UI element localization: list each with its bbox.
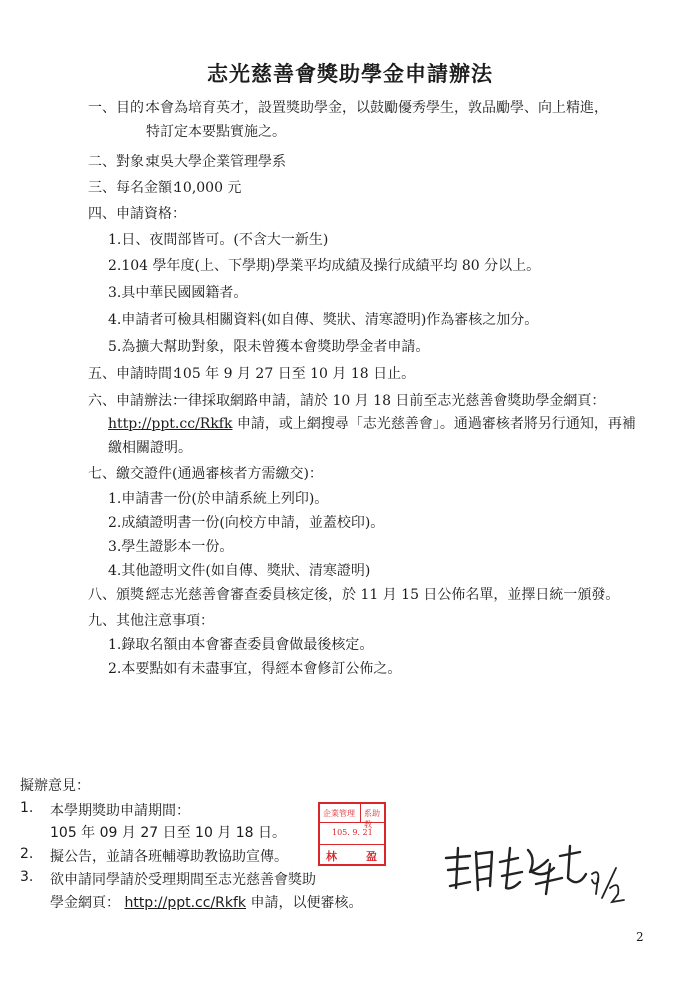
section-label: 四、申請資格：	[88, 206, 186, 222]
opinion-heading: 擬辦意見：	[20, 778, 90, 794]
list-item: 4.申請者可檢具相關資料(如自傳、獎狀、清寒證明)作為審核之加分。	[108, 312, 539, 328]
list-item: 2.104 學年度(上、下學期)學業平均成績及操行成績平均 80 分以上。	[108, 258, 541, 274]
list-item: 4.其他證明文件(如自傳、獎狀、清寒證明)	[108, 563, 371, 579]
opinion-text-line	[50, 892, 363, 912]
document-title: 志光慈善會獎助學金申請辦法	[207, 62, 493, 86]
stamp-name: 林	[326, 850, 337, 863]
list-item: 1.錄取名額由本會審查委員會做最後核定。	[108, 637, 374, 653]
section-label: 七、繳交證件(通過審核者方需繳交)：	[88, 466, 323, 482]
page-number: 2	[636, 930, 644, 944]
section-text: 本會為培育英才，設置獎助學金，以鼓勵優秀學生，敦品勵學、向上精進，	[146, 100, 608, 116]
section-text: 特訂定本要點實施之。	[146, 124, 286, 140]
opinion-text: 105 年 09 月 27 日至 10 月 18 日。	[50, 825, 287, 841]
section-label: 三、每名金額：	[88, 180, 186, 196]
section-text: 申請，或上網搜尋「志光慈善會」。通過審核者將另行通知，再補	[236, 416, 636, 432]
section-label: 二、對象：	[88, 154, 158, 170]
list-item: 3.具中華民國國籍者。	[108, 285, 248, 301]
stamp-name: 盈	[366, 850, 377, 863]
opinion-text: 擬公告，並請各班輔導助教協助宣傳。	[50, 849, 288, 865]
section-label: 八、頒獎：	[88, 587, 158, 603]
stamp-date: 105. 9. 21	[332, 828, 373, 837]
stamp-dept: 企業管理	[323, 809, 355, 818]
list-item: 1.日、夜間部皆可。(不含大一新生)	[108, 232, 329, 248]
stamp-role: 系助教	[364, 809, 380, 829]
section-label: 一、目的：	[88, 100, 158, 116]
section-text-line	[108, 413, 636, 433]
section-label: 五、申請時間：	[88, 366, 186, 382]
opinion-text: 本學期獎助申請期間：	[50, 803, 190, 819]
handwritten-signature	[440, 838, 630, 908]
section-text: 東吳大學企業管理學系	[146, 154, 286, 170]
list-item: 2.本要點如有未盡事宜，得經本會修訂公佈之。	[108, 661, 402, 677]
list-item: 5.為擴大幫助對象，限未曾獲本會獎助學金者申請。	[108, 339, 430, 355]
opinion-text: 申請，以便審核。	[250, 895, 363, 911]
section-text: 10,000 元	[174, 180, 242, 196]
opinion-number: 1.	[20, 800, 34, 816]
opinion-text: 學金網頁：	[50, 895, 120, 911]
opinion-number: 3.	[20, 869, 34, 885]
opinion-apply-link[interactable]: http://ppt.cc/Rkfk	[124, 895, 247, 911]
section-text: 一律採取網路申請，請於 10 月 18 日前至志光慈善會獎助學金網頁：	[174, 393, 606, 409]
section-label: 九、其他注意事項：	[88, 613, 214, 629]
list-item: 2.成績證明書一份(向校方申請，並蓋校印)。	[108, 515, 385, 531]
apply-link[interactable]: http://ppt.cc/Rkfk	[108, 416, 233, 432]
opinion-text: 欲申請同學請於受理期間至志光慈善會獎助	[50, 872, 316, 888]
section-text: 繳相關證明。	[108, 440, 192, 456]
opinion-number: 2.	[20, 846, 34, 862]
section-label: 六、申請辦法：	[88, 393, 186, 409]
approval-stamp	[318, 802, 386, 866]
list-item: 1.申請書一份(於申請系統上列印)。	[108, 491, 329, 507]
section-text: 105 年 9 月 27 日至 10 月 18 日止。	[174, 366, 416, 382]
list-item: 3.學生證影本一份。	[108, 539, 234, 555]
section-text: 經志光慈善會審查委員核定後，於 11 月 15 日公佈名單，並擇日統一頒發。	[146, 587, 620, 603]
